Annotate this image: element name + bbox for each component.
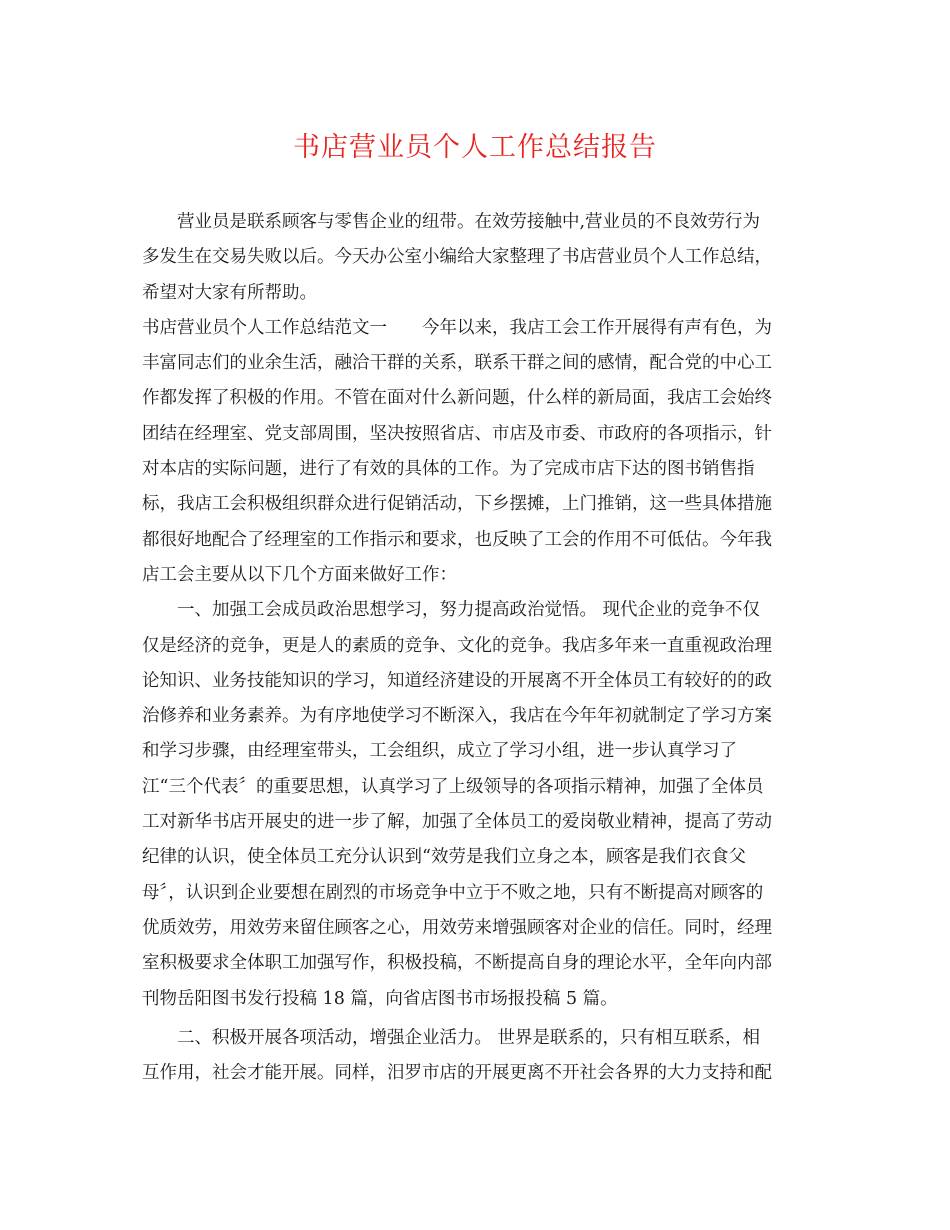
paragraph-line: 二、积极开展各项活动，增强企业活力。 世界是联系的，只有相互联系，相	[177, 1027, 761, 1048]
paragraph-line: 标，我店工会积极组织群众进行促销活动，下乡摆摊，上门推销，这一些具体措施	[142, 494, 772, 515]
section-one-paragraph	[142, 593, 812, 1017]
paragraph-line: 希望对大家有所帮助。	[142, 282, 317, 303]
document-title: 书店营业员个人工作总结报告	[293, 132, 657, 163]
paragraph-line: 对本店的实际问题，进行了有效的具体的工作。为了完成市店下达的图书销售指	[142, 459, 755, 480]
paragraph-line: 一、加强工会成员政治思想学习，努力提高政治觉悟。 现代企业的竞争不仅	[177, 600, 761, 621]
paragraph-line: 室积极要求全体职工加强写作，积极投稿，不断提高自身的理论水平，全年向内部	[142, 953, 772, 974]
paragraph-line: 都很好地配合了经理室的工作指示和要求，也反映了工会的作用不可低估。今年我	[142, 529, 772, 550]
paragraph-line: 工对新华书店开展史的进一步了解，加强了全体员工的爱岗敬业精神，提高了劳动	[142, 812, 772, 833]
sample-one-paragraph	[142, 311, 812, 593]
intro-paragraph	[142, 205, 812, 311]
paragraph-line: 纪律的认识，使全体员工充分认识到“效劳是我们立身之本，顾客是我们衣食父	[142, 847, 746, 868]
paragraph-line: 母〞，认识到企业要想在剧烈的市场竞争中立于不败之地，只有不断提高对顾客的	[142, 882, 764, 903]
paragraph-line: 书店营业员个人工作总结范文一 今年以来，我店工会工作开展得有声有色，为	[142, 317, 772, 338]
paragraph-line: 互作用，社会才能开展。同样，汨罗市店的开展更离不开社会各界的大力支持和配	[142, 1063, 772, 1084]
paragraph-line: 刊物岳阳图书发行投稿 18 篇，向省店图书市场报投稿 5 篇。	[142, 988, 618, 1009]
paragraph-line: 营业员是联系顾客与零售企业的纽带。在效劳接触中,营业员的不良效劳行为	[177, 212, 761, 232]
paragraph-line: 丰富同志们的业余生活，融洽干群的关系，联系干群之间的感情，配合党的中心工	[142, 353, 772, 374]
paragraph-line: 多发生在交易失败以后。今天办公室小编给大家整理了书店营业员个人工作总结，	[142, 247, 772, 268]
section-two-paragraph	[142, 1021, 812, 1092]
paragraph-line: 江“三个代表〞的重要思想，认真学习了上级领导的各项指示精神，加强了全体员	[142, 776, 764, 797]
paragraph-line: 仅是经济的竞争，更是人的素质的竞争、文化的竞争。我店多年来一直重视政治理	[142, 635, 772, 656]
paragraph-line: 店工会主要从以下几个方面来做好工作：	[142, 564, 457, 585]
paragraph-line: 作都发挥了积极的作用。不管在面对什么新问题，什么样的新局面，我店工会始终	[142, 388, 772, 409]
paragraph-line: 优质效劳，用效劳来留住顾客之心，用效劳来增强顾客对企业的信任。同时，经理	[142, 917, 772, 938]
paragraph-line: 治修养和业务素养。为有序地使学习不断深入，我店在今年年初就制定了学习方案	[142, 706, 772, 727]
paragraph-line: 论知识、业务技能知识的学习，知道经济建设的开展离不开全体员工有较好的的政	[142, 670, 772, 691]
paragraph-line: 团结在经理室、党支部周围，坚决按照省店、市店及市委、市政府的各项指示，针	[142, 423, 772, 444]
paragraph-line: 和学习步骤，由经理室带头，工会组织，成立了学习小组，进一步认真学习了	[142, 741, 737, 762]
document-body	[142, 205, 812, 1091]
